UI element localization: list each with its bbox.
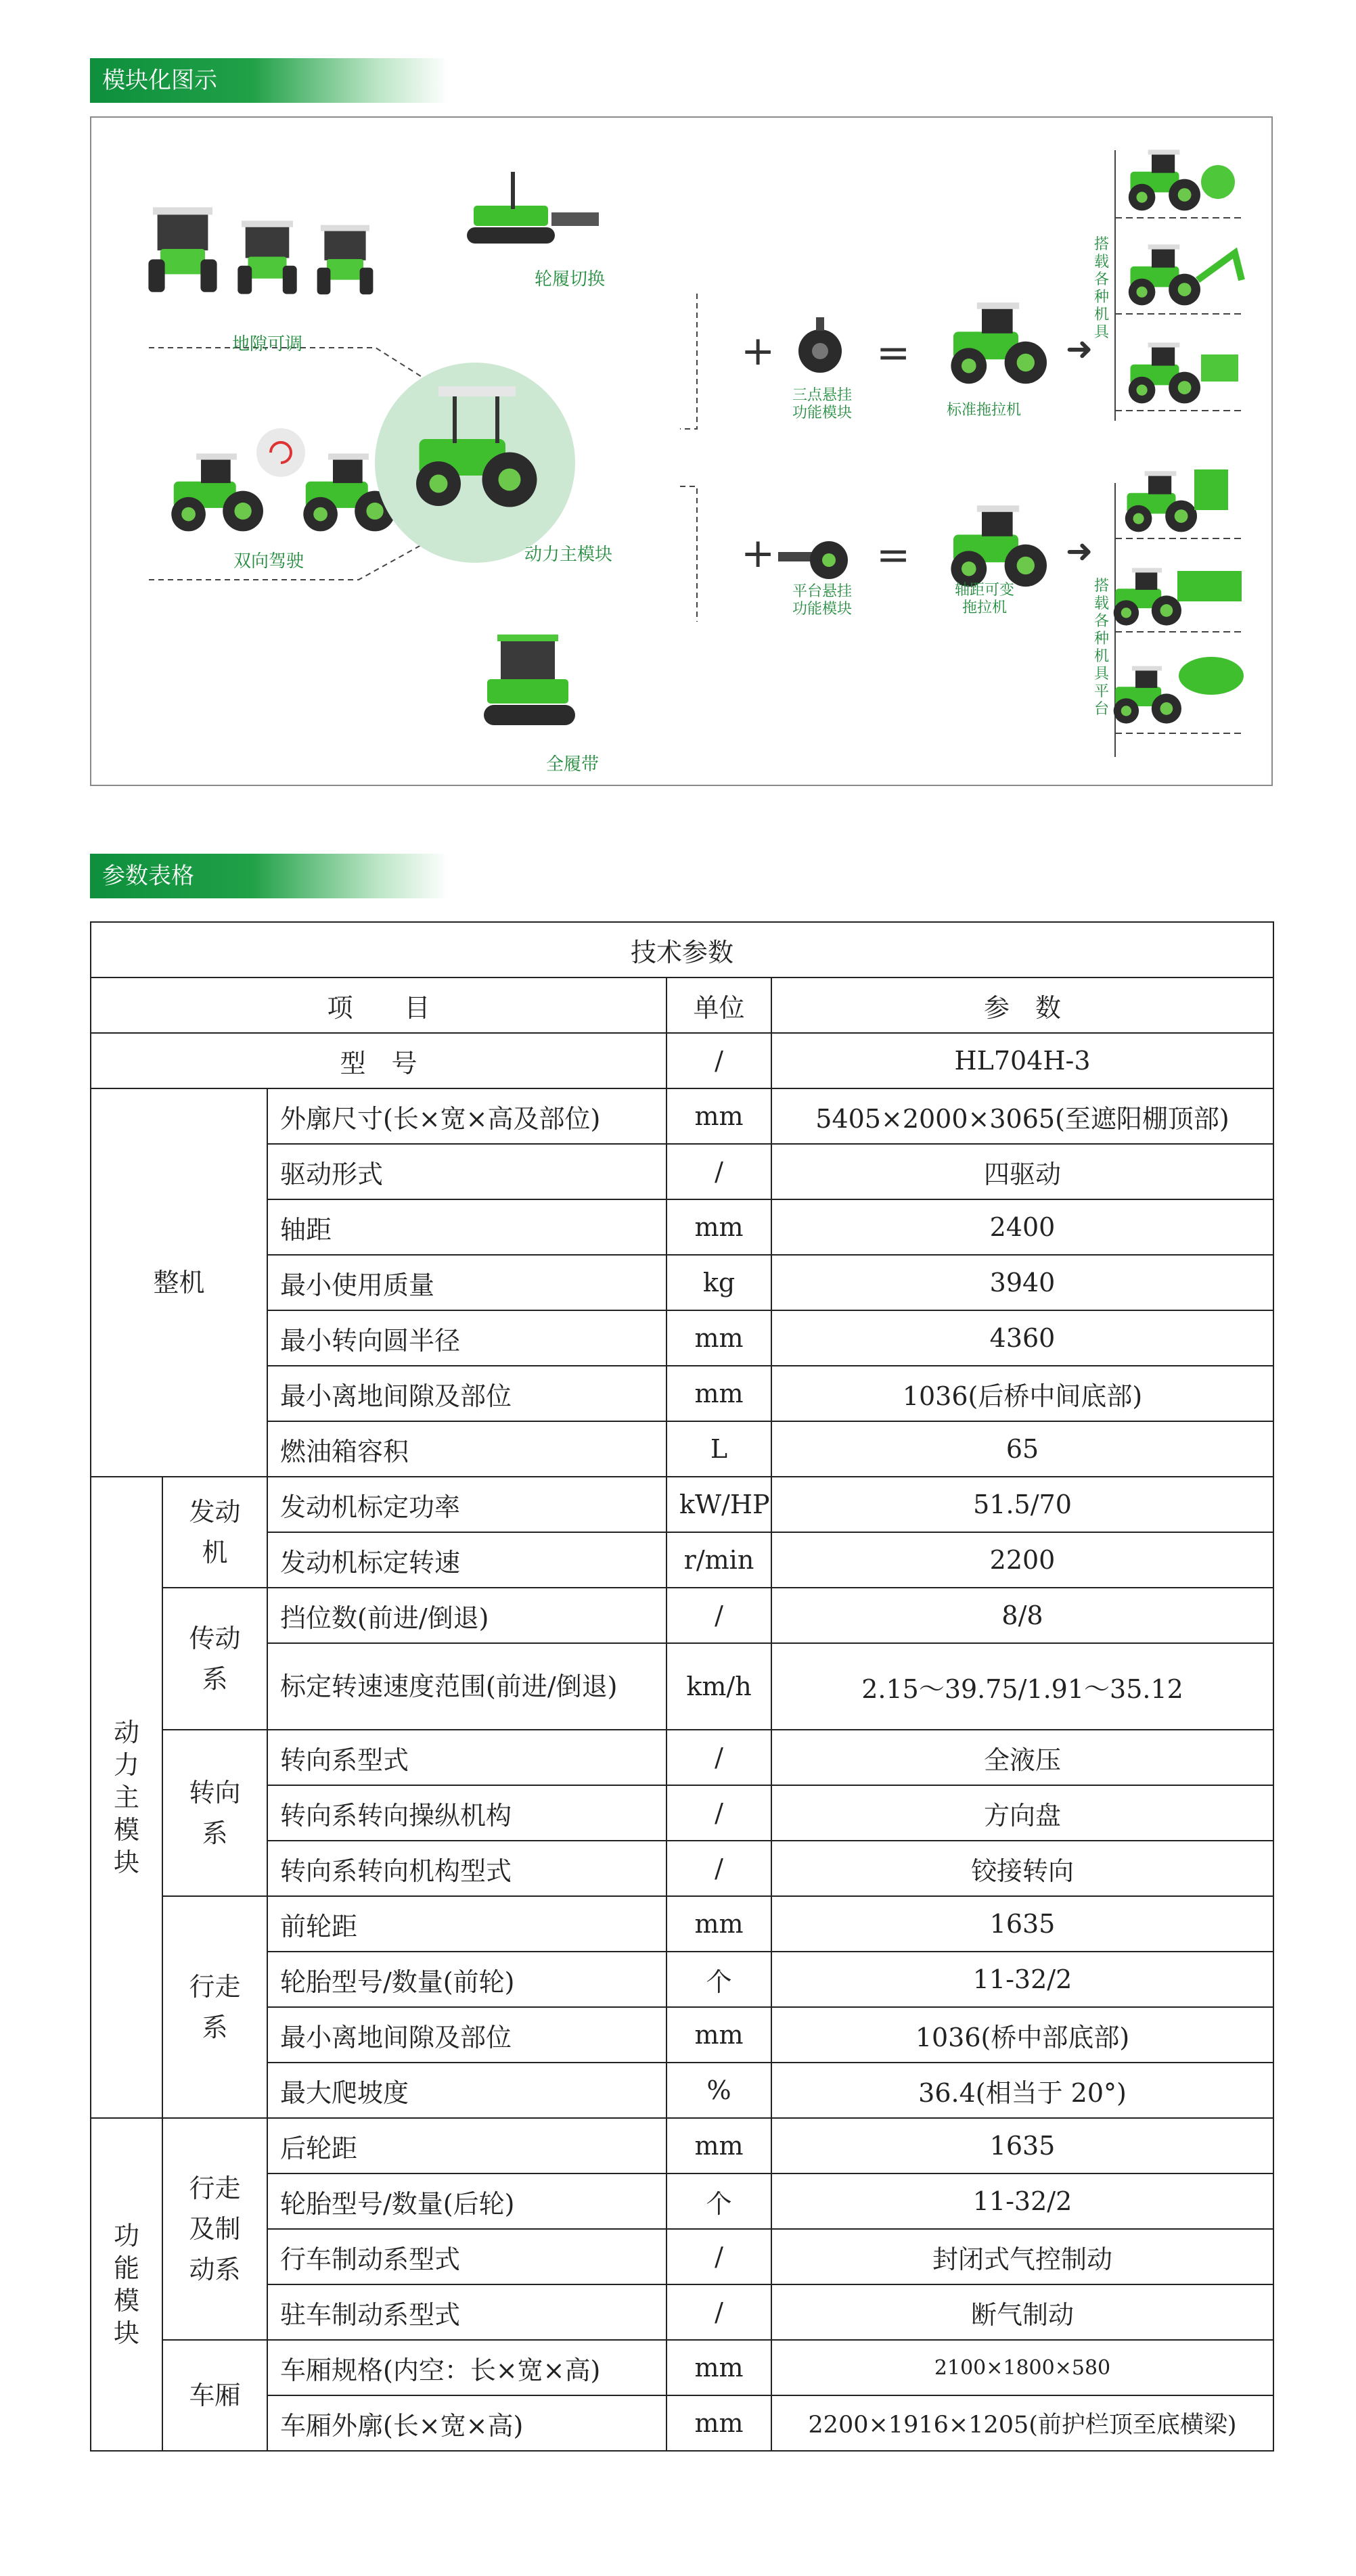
standard-tractor-image	[951, 302, 1047, 384]
three-point-hitch-module	[798, 317, 842, 373]
section-title-diagram: 模块化图示	[90, 58, 449, 103]
group-whole-machine: 整机	[91, 1088, 267, 1477]
cell-value: 1036(后桥中间底部)	[771, 1366, 1273, 1421]
sub-transmission: 传动系	[162, 1588, 267, 1730]
cell-unit: mm	[666, 2340, 771, 2395]
cell-name: 转向系转向操纵机构	[267, 1785, 666, 1841]
cell-name: 最大爬坡度	[267, 2063, 666, 2118]
header-param: 参 数	[771, 978, 1273, 1033]
table-row	[91, 2007, 1273, 2063]
cell-unit: /	[666, 1588, 771, 1643]
label-platform-line1: 平台悬挂	[792, 583, 852, 600]
cell-value: 封闭式气控制动	[771, 2229, 1273, 2284]
table-row	[91, 1366, 1273, 1421]
cell-unit: mm	[666, 1088, 771, 1144]
cell-name: 最小离地间隙及部位	[267, 1366, 666, 1421]
table-row	[91, 1643, 1273, 1730]
table-row	[91, 1841, 1273, 1896]
cell-name: 车厢规格(内空：长×宽×高)	[267, 2340, 666, 2395]
cell-unit: 个	[666, 2174, 771, 2229]
sub-steering: 转向系	[162, 1730, 267, 1896]
group-function-module: 功能模块	[91, 2118, 162, 2451]
table-row	[91, 1033, 1273, 1088]
swap-circle	[256, 428, 305, 477]
tractor-front-3	[317, 225, 374, 295]
table-row	[91, 1255, 1273, 1310]
cell-value: 36.4(相当于 20°)	[771, 2063, 1273, 2118]
modular-diagram	[90, 116, 1273, 786]
arrow-bottom: ➜	[1066, 532, 1093, 570]
model-label: 型 号	[91, 1033, 666, 1088]
cell-value: 1635	[771, 1896, 1273, 1952]
cell-unit: /	[666, 1785, 771, 1841]
platform-tractor-2	[1114, 568, 1181, 626]
cell-value: 2200	[771, 1532, 1273, 1588]
cell-unit: mm	[666, 1896, 771, 1952]
cell-value: 65	[771, 1421, 1273, 1477]
bracket-bottom	[680, 486, 697, 622]
table-row	[91, 2063, 1273, 2118]
sub-cargo: 车厢	[162, 2340, 267, 2451]
label-carry-platforms: 搭载各种机具平台	[1093, 578, 1109, 718]
cell-value: 5405×2000×3065(至遮阳棚顶部)	[771, 1088, 1273, 1144]
cell-value: 2.15～39.75/1.91～35.12	[771, 1643, 1273, 1730]
table-title: 技术参数	[91, 922, 1273, 978]
cell-name: 行车制动系型式	[267, 2229, 666, 2284]
table-row	[91, 1785, 1273, 1841]
table-row	[91, 2174, 1273, 2229]
table-header-row	[91, 978, 1273, 1033]
cell-name: 驱动形式	[267, 1144, 666, 1199]
cell-name: 挡位数(前进/倒退)	[267, 1588, 666, 1643]
cell-unit: L	[666, 1421, 771, 1477]
cell-unit: mm	[666, 1310, 771, 1366]
table-row	[91, 1477, 1273, 1532]
platform-hitch-module	[778, 541, 848, 579]
tractor-front-1	[148, 207, 217, 292]
cell-value: 2100×1800×580	[771, 2340, 1273, 2395]
implement-baler	[1201, 165, 1235, 199]
implement-seeder	[1201, 354, 1238, 382]
cell-value: 四驱动	[771, 1144, 1273, 1199]
cell-name: 轮胎型号/数量(前轮)	[267, 1952, 666, 2007]
cell-unit: mm	[666, 1199, 771, 1255]
cell-value: 方向盘	[771, 1785, 1273, 1841]
platform-tractor-1	[1125, 471, 1197, 532]
cell-value: 8/8	[771, 1588, 1273, 1643]
label-three-point-module	[782, 387, 863, 422]
cell-name: 驻车制动系型式	[267, 2284, 666, 2340]
cell-name: 后轮距	[267, 2118, 666, 2174]
sub-travel: 行走系	[162, 1896, 267, 2118]
cell-name: 外廓尺寸(长×宽×高及部位)	[267, 1088, 666, 1144]
label-wheel-track-switch: 轮履切换	[535, 269, 606, 290]
cell-name: 标定转速速度范围(前进/倒退)	[267, 1643, 666, 1730]
cell-value: 51.5/70	[771, 1477, 1273, 1532]
bracket-top	[680, 294, 697, 429]
label-standard-tractor: 标准拖拉机	[947, 402, 1022, 419]
table-row	[91, 1532, 1273, 1588]
group-power-module: 动力主模块	[91, 1477, 162, 2118]
table-row	[91, 1730, 1273, 1785]
tractor-front-2	[238, 221, 296, 294]
cell-unit: /	[666, 2229, 771, 2284]
table-row	[91, 1199, 1273, 1255]
plus-sign-bottom: +	[741, 530, 775, 577]
cell-name: 燃油箱容积	[267, 1421, 666, 1477]
label-variable-wheelbase	[947, 582, 1022, 617]
header-unit: 单位	[666, 978, 771, 1033]
label-three-point-line2: 功能模块	[792, 405, 852, 421]
sub-engine: 发动机	[162, 1477, 267, 1588]
cell-name: 发动机标定转速	[267, 1532, 666, 1588]
label-power-module: 动力主模块	[524, 545, 613, 565]
cell-unit: kg	[666, 1255, 771, 1310]
cell-name: 最小转向圆半径	[267, 1310, 666, 1366]
sub-travel-brake: 行走及制动系	[162, 2118, 267, 2340]
table-row	[91, 2340, 1273, 2395]
cell-name: 转向系型式	[267, 1730, 666, 1785]
table-row	[91, 2118, 1273, 2174]
cell-unit: km/h	[666, 1643, 771, 1730]
platform-spreader	[1177, 571, 1242, 601]
cell-unit: mm	[666, 2007, 771, 2063]
label-ground-clearance: 地隙可调	[232, 334, 303, 354]
cell-value: 3940	[771, 1255, 1273, 1310]
cell-unit: /	[666, 1730, 771, 1785]
table-row	[91, 1421, 1273, 1477]
label-platform-line2: 功能模块	[792, 601, 852, 618]
cell-unit: /	[666, 1841, 771, 1896]
cell-value: 2400	[771, 1199, 1273, 1255]
cell-value: 11-32/2	[771, 1952, 1273, 2007]
tractor-full-track	[484, 635, 575, 725]
plus-sign-top: +	[741, 327, 775, 375]
label-bidirectional: 双向驾驶	[233, 551, 304, 572]
cell-unit: r/min	[666, 1532, 771, 1588]
equals-sign-bottom: =	[876, 532, 911, 579]
label-variable-line1: 轴距可变	[954, 582, 1014, 599]
cell-name: 最小离地间隙及部位	[267, 2007, 666, 2063]
platform-tractor-3	[1114, 666, 1181, 724]
label-full-track: 全履带	[546, 754, 600, 775]
implement-backhoe	[1198, 253, 1242, 280]
cell-name: 最小使用质量	[267, 1255, 666, 1310]
implement-tractor-1	[1129, 150, 1200, 210]
cell-value: 11-32/2	[771, 2174, 1273, 2229]
cell-unit: mm	[666, 2118, 771, 2174]
table-row	[91, 1896, 1273, 1952]
implement-tractor-3	[1129, 342, 1200, 403]
label-three-point-line1: 三点悬挂	[792, 387, 852, 404]
table-row	[91, 2395, 1273, 2451]
table-title-row	[91, 922, 1273, 978]
table-row	[91, 2229, 1273, 2284]
model-value: HL704H-3	[771, 1033, 1273, 1088]
table-row	[91, 2284, 1273, 2340]
cell-value: 1635	[771, 2118, 1273, 2174]
cell-value: 2200×1916×1205(前护栏顶至底横梁)	[771, 2395, 1273, 2451]
cell-value: 断气制动	[771, 2284, 1273, 2340]
cell-unit: mm	[666, 2395, 771, 2451]
table-row	[91, 1144, 1273, 1199]
table-row	[91, 1952, 1273, 2007]
implement-tractor-2	[1129, 244, 1200, 305]
label-variable-line2: 拖拉机	[962, 599, 1007, 616]
cell-value: 4360	[771, 1310, 1273, 1366]
variable-wheelbase-tractor-image	[951, 505, 1047, 586]
section-title-table: 参数表格	[90, 854, 449, 898]
table-row	[91, 1588, 1273, 1643]
cell-value: 铰接转向	[771, 1841, 1273, 1896]
cell-unit: /	[666, 1144, 771, 1199]
header-item: 项 目	[91, 978, 666, 1033]
label-carry-implements: 搭载各种机具	[1093, 236, 1109, 341]
cell-unit: %	[666, 2063, 771, 2118]
cell-name: 轴距	[267, 1199, 666, 1255]
equals-sign-top: =	[876, 329, 911, 377]
label-platform-module	[782, 583, 863, 618]
cell-unit: /	[666, 2284, 771, 2340]
cell-name: 转向系转向机构型式	[267, 1841, 666, 1896]
cell-name: 轮胎型号/数量(后轮)	[267, 2174, 666, 2229]
cell-value: 1036(桥中部底部)	[771, 2007, 1273, 2063]
cell-name: 车厢外廓(长×宽×高)	[267, 2395, 666, 2451]
tractor-bidir-1	[171, 453, 263, 531]
cell-value: 全液压	[771, 1730, 1273, 1785]
model-unit: /	[666, 1033, 771, 1088]
tractor-wheel-track	[467, 172, 599, 244]
cell-name: 发动机标定功率	[267, 1477, 666, 1532]
spec-table	[90, 921, 1274, 2452]
platform-tank	[1179, 657, 1244, 695]
cell-unit: kW/HP	[666, 1477, 771, 1532]
table-row	[91, 1310, 1273, 1366]
arrow-top: ➜	[1066, 330, 1093, 368]
cell-unit: 个	[666, 1952, 771, 2007]
platform-crane	[1194, 469, 1228, 510]
cell-unit: mm	[666, 1366, 771, 1421]
table-row	[91, 1088, 1273, 1144]
cell-name: 前轮距	[267, 1896, 666, 1952]
